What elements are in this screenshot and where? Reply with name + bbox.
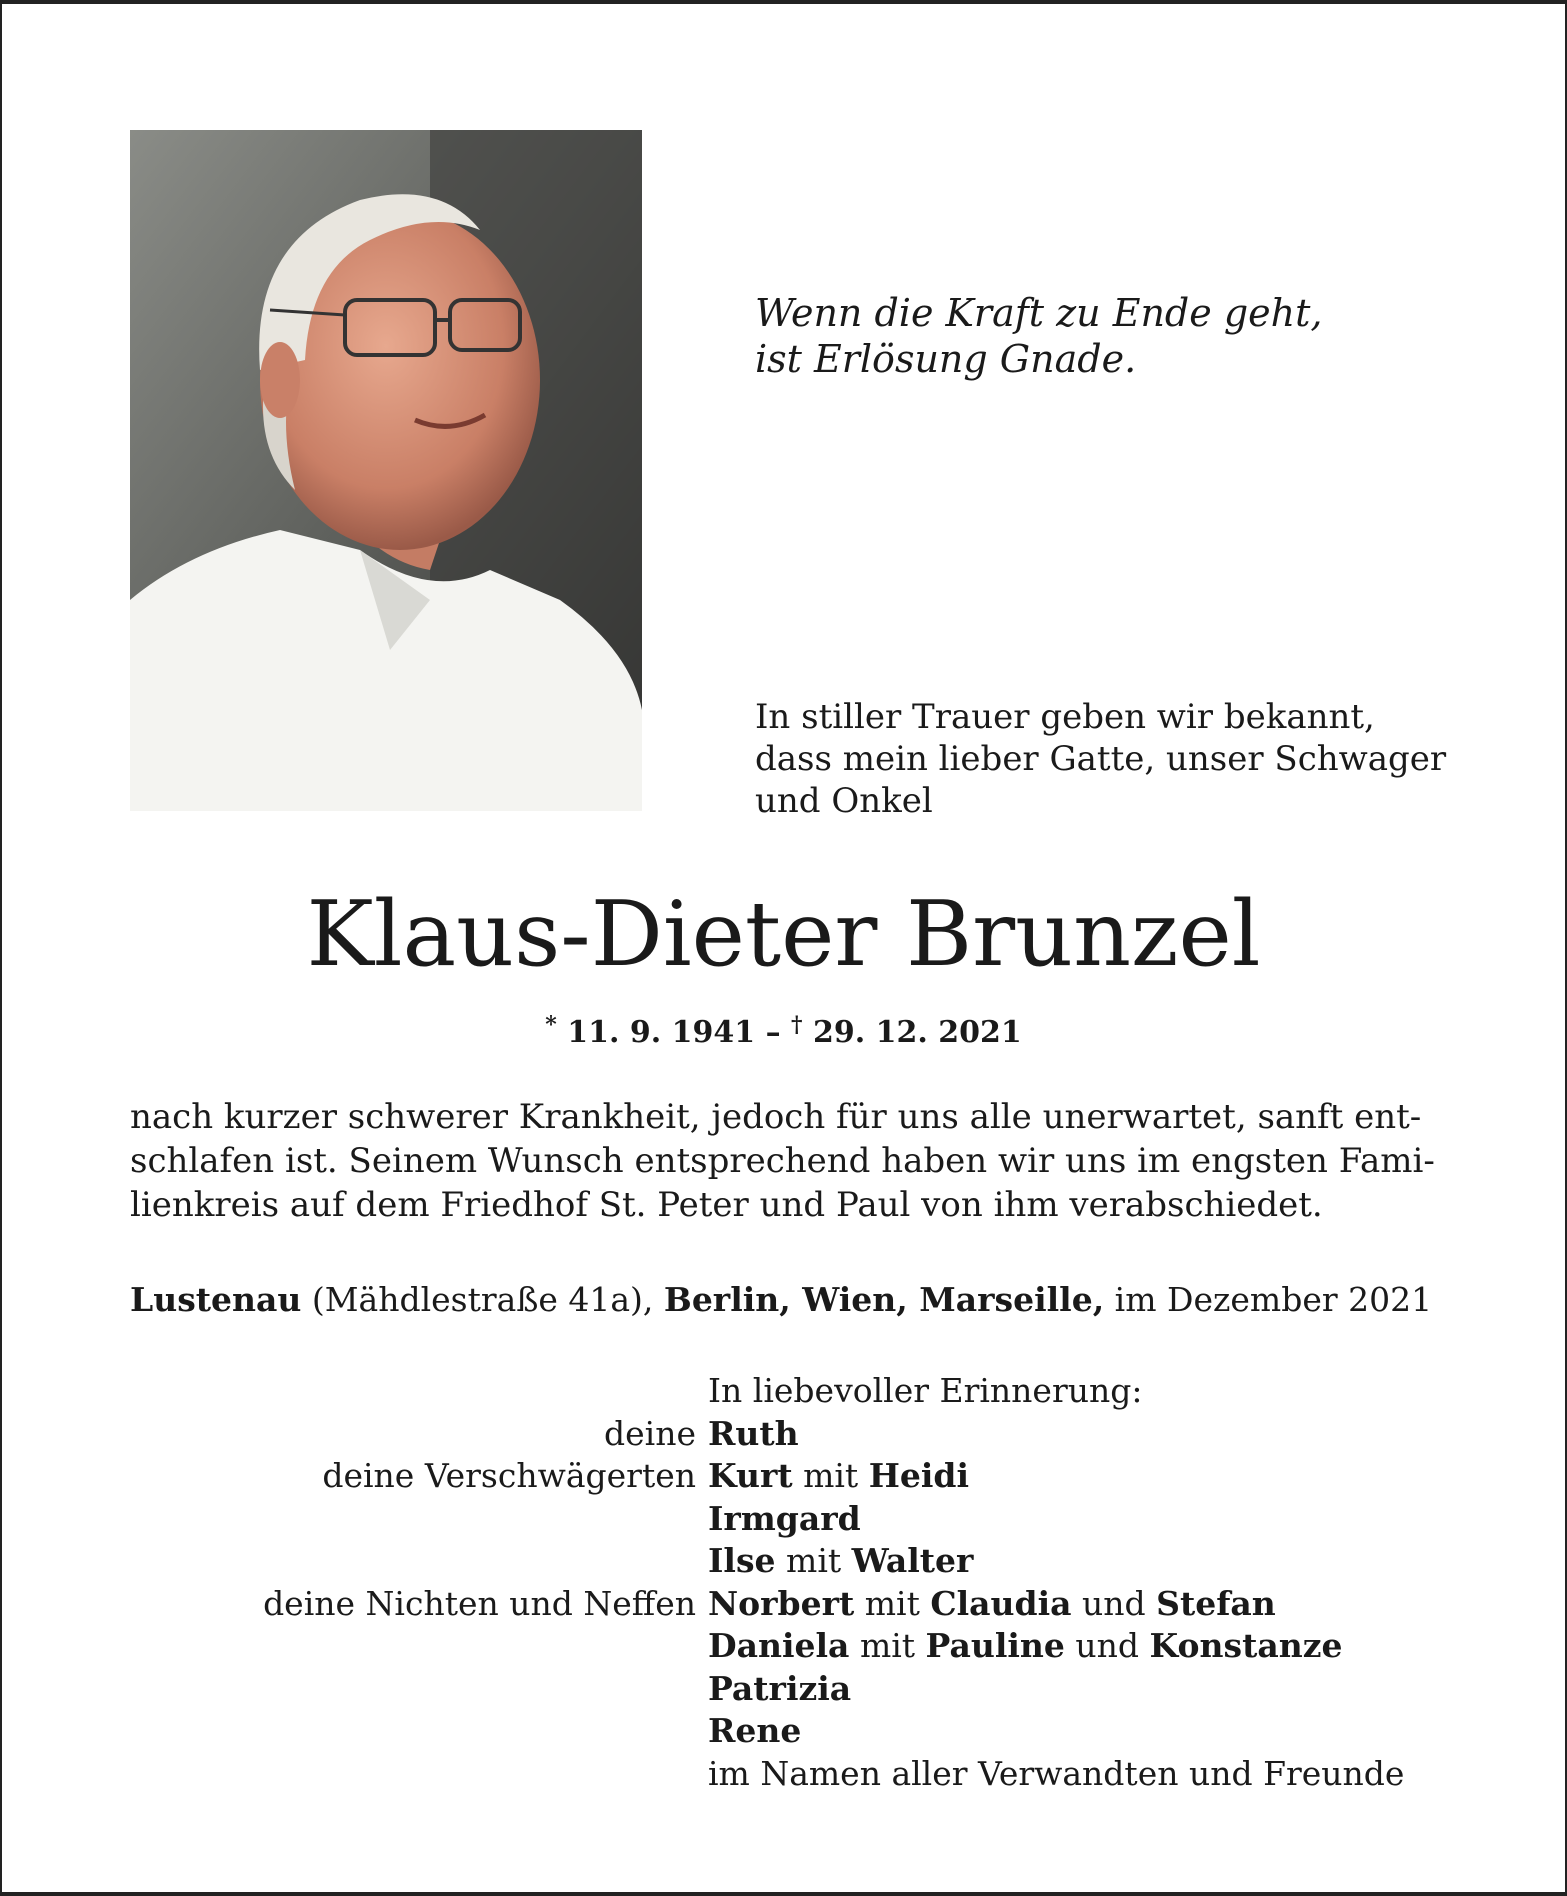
mourner-name: Norbert <box>708 1583 855 1623</box>
motto-line-2: ist Erlösung Gnade. <box>755 337 1137 381</box>
death-symbol: † <box>791 1012 803 1038</box>
birth-symbol: * <box>545 1012 557 1038</box>
mourner-row <box>130 1498 1440 1541</box>
mourner-role <box>130 1498 708 1541</box>
mourner-names <box>708 1710 1440 1753</box>
motto-line-1: Wenn die Kraft zu Ende geht, <box>755 291 1323 335</box>
mourner-connector: und <box>1064 1626 1150 1665</box>
mourner-names <box>708 1498 1440 1541</box>
body-line-2: schlafen ist. Seinem Wunsch entsprechend haben wir uns im engsten Fami- <box>130 1141 1435 1181</box>
mourner-row <box>130 1455 1440 1498</box>
mourner-names <box>708 1625 1440 1668</box>
deceased-name: Klaus-Dieter Brunzel <box>306 882 1261 987</box>
mourner-names <box>708 1455 1440 1498</box>
mourner-connector: mit <box>849 1626 926 1665</box>
place-town: Lustenau <box>130 1280 302 1319</box>
mourner-names <box>708 1413 1440 1456</box>
mourner-role <box>130 1625 708 1668</box>
mourner-connector: mit <box>792 1456 869 1495</box>
places-line <box>130 1278 1432 1322</box>
mourner-row <box>130 1668 1440 1711</box>
mourner-name: Kurt <box>708 1456 793 1495</box>
mourner-name: Heidi <box>868 1456 970 1495</box>
mourner-names <box>708 1540 1440 1583</box>
date-separator: – <box>765 1015 781 1050</box>
place-cities: Berlin, Wien, Marseille, <box>663 1280 1105 1319</box>
mourner-row <box>130 1583 1440 1626</box>
motto-quote <box>755 290 1322 382</box>
place-date: im Dezember 2021 <box>1104 1280 1433 1319</box>
mourners-heading: In liebevoller Erinnerung: <box>708 1371 1143 1410</box>
intro-text: In stiller Trauer geben wir bekannt, dass mein lieber Gatte, unser Schwager und Onkel <box>755 697 1447 821</box>
mourner-role <box>130 1540 708 1583</box>
mourner-name: Claudia <box>930 1583 1072 1623</box>
mourners-list <box>130 1370 1440 1795</box>
body-line-1: nach kurzer schwerer Krankheit, jedoch für uns alle unerwartet, sanft ent- <box>130 1097 1422 1137</box>
mourner-name: Walter <box>851 1541 974 1580</box>
mourner-row <box>130 1540 1440 1583</box>
place-address: (Mähdlestraße 41a), <box>301 1280 664 1319</box>
mourner-name: Rene <box>708 1711 802 1750</box>
mourner-role: deine Nichten und Neffen <box>263 1583 696 1623</box>
mourner-name: Pauline <box>925 1626 1065 1665</box>
mourner-name: Ilse <box>708 1541 776 1580</box>
mourner-role <box>130 1710 708 1753</box>
life-dates <box>0 1005 1567 1053</box>
mourner-name: Stefan <box>1156 1583 1276 1623</box>
mourner-role: deine Verschwägerten <box>322 1456 696 1495</box>
mourner-name: Patrizia <box>708 1668 852 1708</box>
mourner-row <box>130 1710 1440 1753</box>
mourner-name: Daniela <box>708 1626 850 1665</box>
mourner-role <box>130 1668 708 1711</box>
announcement-body <box>130 1095 1440 1227</box>
portrait-photo <box>130 130 642 811</box>
death-date: 29. 12. 2021 <box>812 1015 1022 1050</box>
body-line-3: lienkreis auf dem Friedhof St. Peter und Paul von ihm verabschiedet. <box>130 1185 1323 1225</box>
mourner-names <box>708 1668 1440 1711</box>
mourner-row <box>130 1625 1440 1668</box>
mourners-closing: im Namen aller Verwandten und Freunde <box>708 1753 1405 1793</box>
mourner-connector: mit <box>854 1583 931 1623</box>
mourner-name: Konstanze <box>1149 1626 1343 1665</box>
mourner-role: deine <box>604 1413 696 1453</box>
mourner-connector: mit <box>775 1541 852 1580</box>
birth-date: 11. 9. 1941 <box>567 1015 756 1050</box>
mourner-name: Ruth <box>708 1413 799 1453</box>
mourner-name: Irmgard <box>708 1498 861 1538</box>
mourner-row <box>130 1413 1440 1456</box>
mourner-names <box>708 1583 1440 1626</box>
mourner-connector: und <box>1071 1583 1157 1623</box>
